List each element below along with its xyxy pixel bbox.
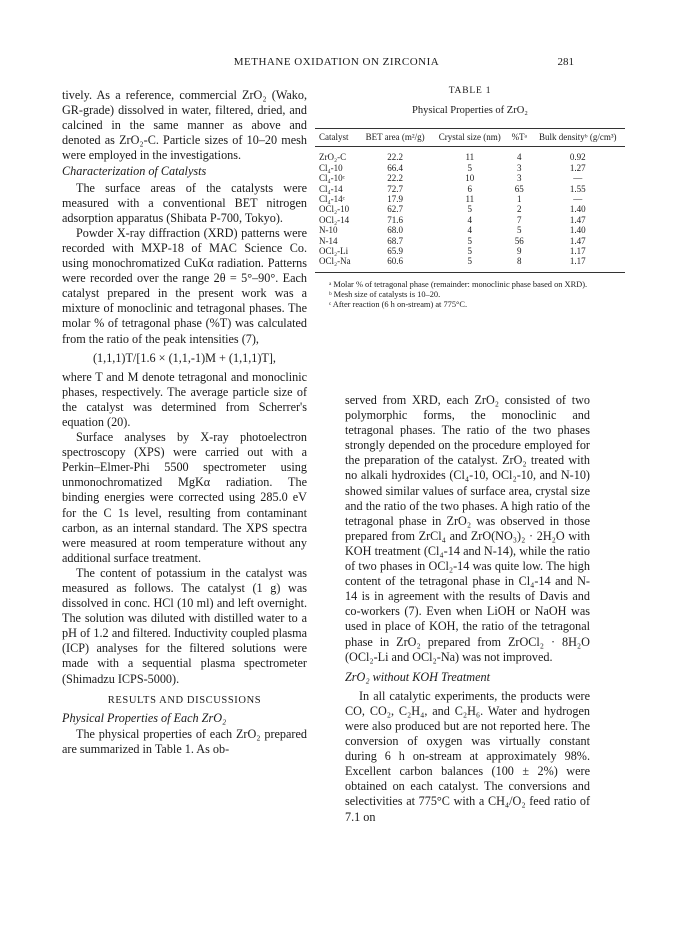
table-cell: 7 [517,214,522,225]
table-cell: 0.92 [569,152,586,163]
table-cell: 71.6 [387,214,403,225]
table-cell: 62.7 [387,204,403,215]
paragraph: The surface areas of the catalysts were measured with a conventional BET nitrogen adsorption apparatus (Shibata P-700, Tokyo). [62,180,307,225]
table-cell: 17.9 [387,194,403,205]
table-row [315,256,625,272]
table-cell: 65 [514,183,524,194]
table-cell: 4 [467,225,473,236]
table-cell: 1.40 [569,225,586,236]
table-cell: 5 [467,246,473,257]
table-cell: — [573,194,583,205]
table-cell: 5 [467,204,473,215]
table-cell: 11 [465,152,475,163]
table-note: ᵃ Molar % of tetragonal phase (remainder: monoclinic phase based on XRD). [329,279,588,289]
table-row [315,173,625,183]
subsection-heading: Characterization of Catalysts [62,164,207,179]
table-cell: 66.4 [387,162,403,173]
table-header-cell: Crystal size (nm) [432,129,508,147]
table-cell: 1.27 [569,162,586,173]
table-row [315,236,625,246]
table-row [315,184,625,194]
table-cell: 3 [517,162,522,173]
running-title: METHANE OXIDATION ON ZIRCONIA [233,56,440,68]
table-row [315,194,625,204]
table-cell: ZrO₂-C [319,152,347,163]
table-cell: 9 [517,246,522,257]
table-cell: 4 [517,152,522,163]
table-cell: 1.40 [569,204,586,215]
equation: (1,1,1)T/[1.6 × (1,1,-1)M + (1,1,1)T], [93,350,276,365]
table-cell: 65.9 [387,246,403,257]
paragraph: served from XRD, each ZrO₂ consisted of two polymorphic forms, the monoclinic and tetragonal phases. The ratio of the two phases strongly depended on the procedure employed for the preparation of the catalyst. ZrO₂ treated with no alkali hydroxides (Cl₄-10, OCl₂-10, and N-10) showed similar values of surface area, crystal size and the ratio of the two phases. A high ratio of the tetragonal phase in ZrO₂ was observed in those prepared from ZrCl₄ and ZrO(NO₃)₂ · 2H₂O with KOH treatment (Cl₄-14 and N-14), while the ratio of two phases in OCl₂-14 was quite low. The high content of the tetragonal phase in Cl₄-14 and N-14 is in agreement with the results of Davis and co-workers (7). Even when LiOH or NaOH was used in place of KOH, the ratio of the tetragonal phase in ZrO₂ prepared from ZrOCl₂ · 8H₂O (OCl₂-Li and OCl₂-Na) was not improved. [345,393,590,664]
paragraph: The physical properties of each ZrO₂ prepared are summarized in Table 1. As ob- [62,726,307,756]
table-cell: Cl₄-10ᶜ [319,173,345,184]
properties-table [315,128,625,273]
table-header-row [315,129,625,147]
table-row [315,225,625,235]
left-column [62,88,307,757]
paragraph: The content of potassium in the catalyst was measured as follows. The catalyst (1 g) was dissolved in conc. HCl (10 ml) and left overnight. The solution was diluted with distilled water to a pH of 1.2 and filtered. Inductivity coupled plasma (ICP) analyses for the filtered solutions were made with a sequential plasma spectrometer (Shimadzu ICPS-5000). [62,565,307,686]
table-1 [315,86,625,310]
page-number: 281 [557,56,574,68]
table-cell: OCl₂-10 [319,204,350,215]
table-header-cell: Bulk densityᵇ (g/cm³) [531,129,625,147]
subsection-heading: ZrO₂ without KOH Treatment [345,669,490,684]
table-cell: — [573,173,583,184]
table-cell: 1.47 [569,214,586,225]
table-cell: 22.2 [387,152,403,163]
table-cell: 8 [508,256,531,272]
table-cell: OCl₂-14 [319,214,350,225]
table-notes [315,280,625,310]
page-header [0,56,673,70]
table-cell: Cl₄-14 [319,183,343,194]
table-header-cell: %Tᵃ [508,129,531,147]
table-cell: 1.47 [569,235,586,246]
table-row [315,147,625,163]
table-caption: Physical Properties of ZrO₂ [412,105,528,116]
table-cell: 5 [432,256,508,272]
table-cell: 1 [517,194,522,205]
table-cell: N-14 [319,235,338,246]
table-header-cell: BET area (m²/g) [359,129,432,147]
paragraph: Powder X-ray diffraction (XRD) patterns were recorded with MXP-18 of MAC Science Co. using monochromatized CuKα radiation. Patterns were recorded over the range 2θ = 5°–90°. Each catalyst prepared in the present work was a mixture of monoclinic and tetragonal phases. The molar % of tetragonal phase (%T) was calculated from the ratio of the peak intensities (7), [62,225,307,346]
table-cell: N-10 [319,225,338,236]
table-cell: 68.7 [387,235,403,246]
subsection-heading: Physical Properties of Each ZrO₂ [62,710,227,725]
paragraph: Surface analyses by X-ray photoelectron spectroscopy (XPS) were carried out with a Perkin–Elmer-Phi 5500 spectrometer using unmonochromatized MgKα radiation. The binding energies were corrected using 285.0 eV for the C 1s level, resulting from contaminant carbon, as an internal standard. The XPS spectra were measured at room temperature without any additional surface treatment. [62,430,307,565]
table-note: ᶜ After reaction (6 h on-stream) at 775°C. [329,299,468,309]
table-cell: 11 [465,194,475,205]
table-cell: 56 [514,235,524,246]
paragraph: where T and M denote tetragonal and monoclinic phases, respectively. The average particle size of the catalyst was determined from Scherrer's equation (20). [62,369,307,429]
table-header-cell: Catalyst [315,129,359,147]
table-note: ᵇ Mesh size of catalysts is 10–20. [329,289,441,299]
table-cell: 2 [517,204,522,215]
table-cell: 60.6 [359,256,432,272]
table-cell: OCl₂-Na [315,256,359,272]
table-cell: 5 [467,162,473,173]
table-row [315,204,625,214]
table-cell: 6 [467,183,473,194]
table-cell: Cl₄-14ᶜ [319,194,345,205]
table-cell: Cl₄-10 [319,162,343,173]
table-label: TABLE 1 [448,86,492,96]
table-cell: 22.2 [387,173,403,184]
table-cell: OCl₂-Li [319,246,349,257]
table-cell: 5 [517,225,522,236]
table-cell: 10 [465,173,475,184]
table-row [315,246,625,256]
right-column [345,393,590,825]
table-cell: 1.55 [569,183,586,194]
section-heading: RESULTS AND DISCUSSIONS [107,694,262,706]
table-cell: 3 [517,173,522,184]
table-cell: 72.7 [387,183,403,194]
table-cell: 1.17 [569,246,586,257]
table-row [315,163,625,173]
table-cell: 5 [467,235,473,246]
paragraph: In all catalytic experiments, the products were CO, CO₂, C₂H₄, and C₂H₆. Water and hydrogen were also produced but are not reported here. The conversion of oxygen was virtually constant during 6 h on-stream at approximately 98%. Excellent carbon balances (100 ± 2%) were obtained on each catalyst. The conversions and selectivities at 775°C with a CH₄/O₂ feed ratio of 7.1 on [345,688,590,824]
table-cell: 1.17 [531,256,625,272]
paragraph: tively. As a reference, commercial ZrO₂ (Wako, GR-grade) dissolved in water, filtered, dried, and calcined in the same manner as above and denoted as ZrO₂-C. Particle sizes of 10–20 mesh were employed in the investigations. [62,88,307,163]
table-cell: 4 [467,214,473,225]
table-row [315,215,625,225]
table-cell: 68.0 [387,225,403,236]
